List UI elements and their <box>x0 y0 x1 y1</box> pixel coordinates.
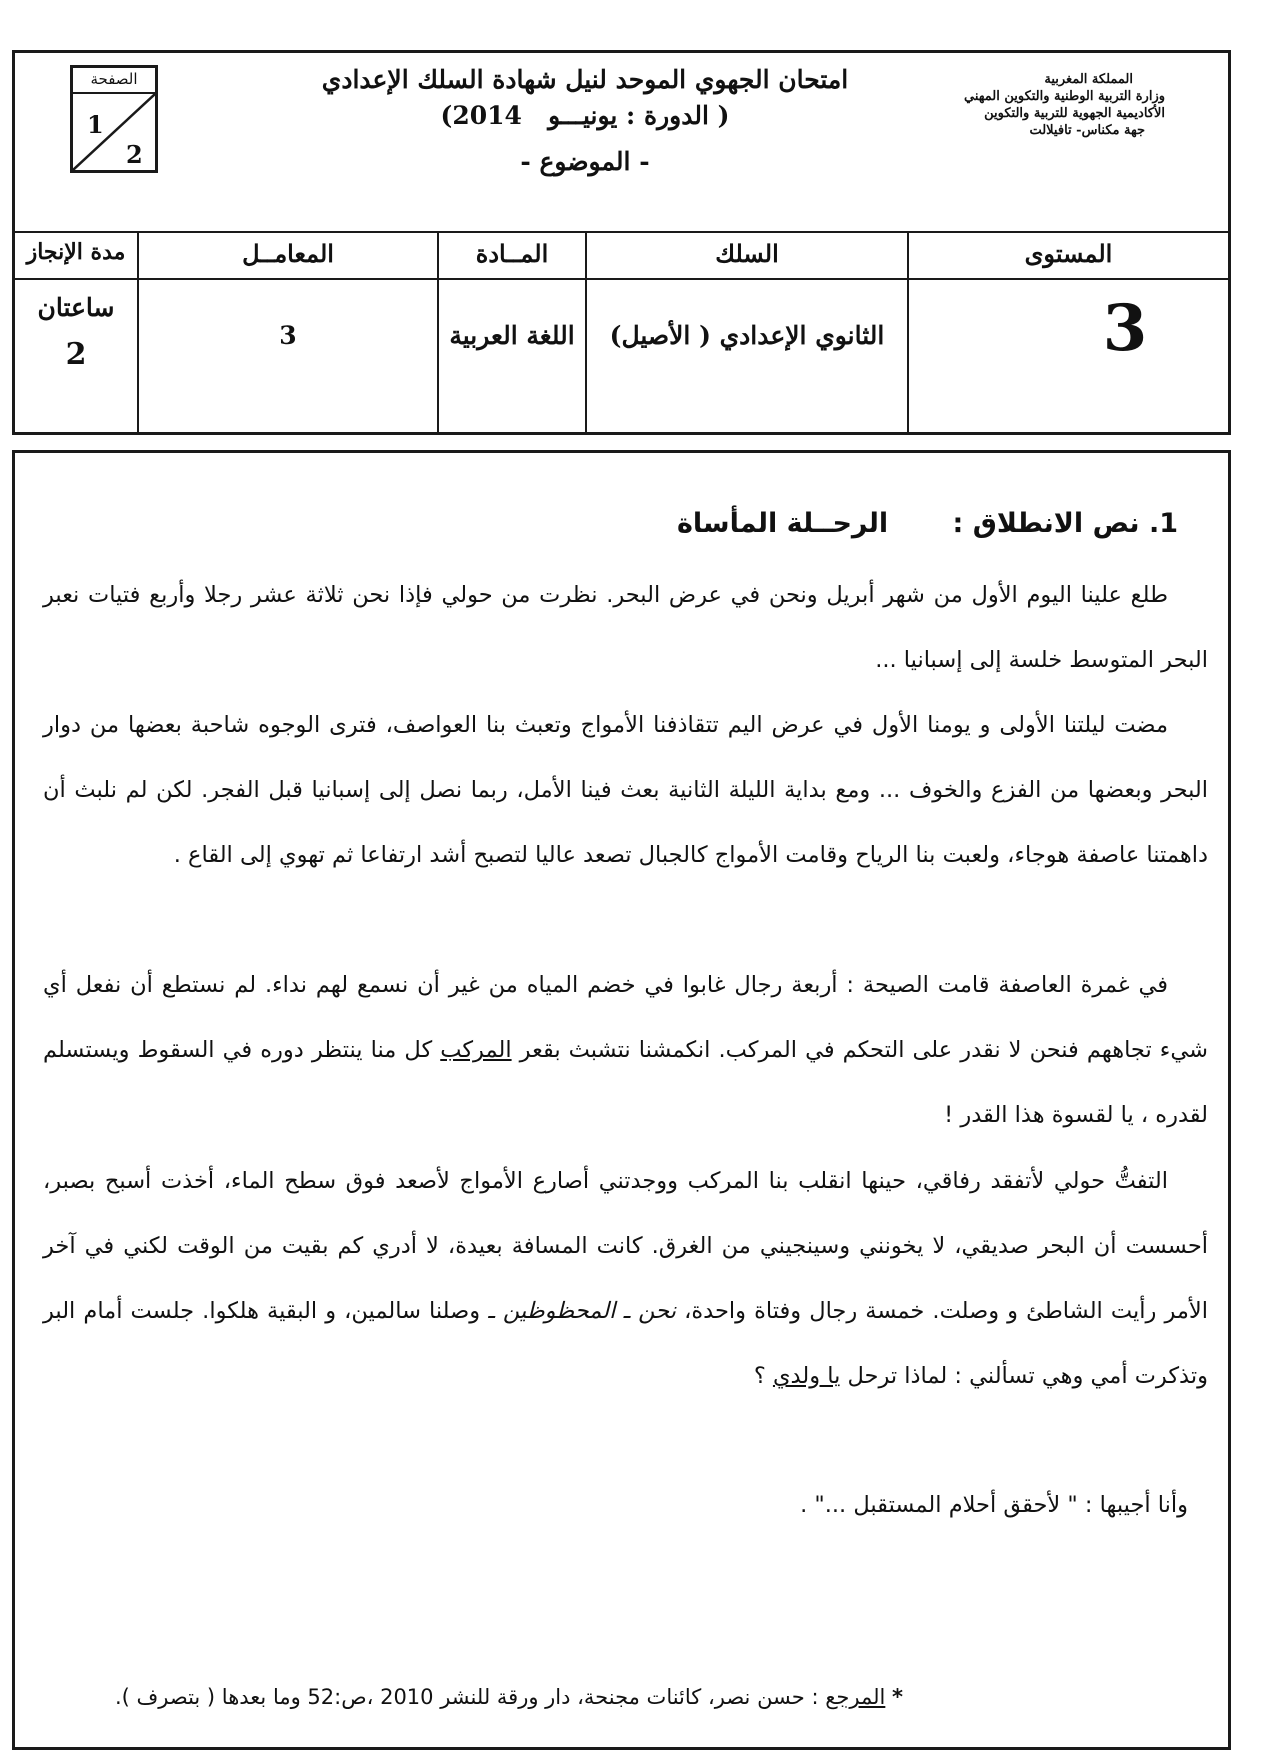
paragraph-3 <box>43 953 1208 1148</box>
header-level: المستوى <box>1024 239 1113 268</box>
paragraph-5: وأنا أجيبها : " لأحقق أحلام المستقبل ..." . <box>800 1492 1188 1518</box>
p4-text-a: التفتُّ حولي لأتفقد رفاقي، حينها انقلب بنا المركب ووجدتني أصارع الأمواج لأصعد فوق سطح الماء، أخذت أسبح بصبر، أحسست أن البحر صديقي، لا يخونني وسينجيني من الغرق. كانت المسافة بعيدة، لا أدري كم بقيت من الوقت لكني في آخر الأمر رأيت الشاطئ و وصلت. خمسة رجال وفتاة واحدة، <box>43 1168 1208 1324</box>
reference <box>115 1685 903 1709</box>
org-line: المملكة المغربية <box>1044 72 1133 87</box>
org-line: الأكاديمية الجهوية للتربية والتكوين <box>984 106 1165 121</box>
exam-title: امتحان الجهوي الموحد لنيل شهادة السلك الإعدادي <box>321 65 849 94</box>
page-label: الصفحة <box>90 70 138 88</box>
reference-text: : حسن نصر، كائنات مجنحة، دار ورقة للنشر 2010 ،ص:52 وما بعدها ( بتصرف ). <box>114 1685 826 1709</box>
p3-text-a: في غمرة العاصفة قامت الصيحة : أربعة رجال غابوا في خضم المياه من غير أن نسمع لهم نداء. لم نستطع أن نفعل أي شيء تجاههم فنحن لا نقدر على التحكم في المركب. انكمشنا نتشبث بقعر <box>43 972 1208 1063</box>
cycle-value: الثانوي الإعدادي ( الأصيل) <box>609 321 885 350</box>
p4-text-b: وصلنا سالمين، و البقية هلكوا. جلست أمام البر وتذكرت أمي وهي تسألني : لماذا ترحل <box>43 1298 1208 1389</box>
subject-label: - الموضوع - <box>520 147 650 176</box>
header-duration: مدة الإنجاز <box>26 239 126 265</box>
reference-label: المرجع <box>825 1685 886 1709</box>
p3-underlined-word: المركب <box>440 1037 512 1063</box>
paragraph-1: طلع علينا اليوم الأول من شهر أبريل ونحن في عرض البحر. نظرت من حولي فإذا نحن ثلاثة عشر رجلا وأربع فتيات نعبر البحر المتوسط خلسة إلى إسبانيا ... <box>43 582 1208 673</box>
p4-underlined-phrase: يا ولدي <box>772 1363 841 1389</box>
heading-label: 1. نص الانطلاق : <box>952 508 1178 539</box>
header-cycle: السلك <box>715 239 779 268</box>
page-current: 1 <box>87 110 104 139</box>
duration-word: ساعتان <box>37 293 115 322</box>
exam-session: ( الدورة : يونيـــو 2014) <box>440 101 730 130</box>
coefficient-value: 3 <box>279 321 297 350</box>
exam-header <box>12 50 1231 435</box>
p3-text-b: كل منا ينتظر دوره في السقوط ويستسلم لقدره ، يا لقسوة هذا القدر ! <box>43 1037 1208 1128</box>
paragraph-4 <box>43 1149 1208 1409</box>
duration-number: 2 <box>65 337 87 372</box>
paragraph-2: مضت ليلتنا الأولى و يومنا الأول في عرض اليم تتقاذفنا الأمواج وتعبث بنا العواصف، فترى الوجوه شاحبة بعضها من دوار البحر وبعضها من الفزع والخوف ... ومع بداية الليلة الثانية بعث فينا الأمل، ربما نصل إلى إسبانيا قبل الفجر. لكن لم نلبث أن داهمتنا عاصفة هوجاء، ولعبت بنا الرياح وقامت الأمواج كالجبال تصعد عاليا لتصبح أشد ارتفاعا ثم تهوي إلى القاع . <box>43 712 1208 868</box>
page-total: 2 <box>126 140 143 169</box>
reference-star: * <box>892 1685 903 1709</box>
organization-block <box>915 71 1165 139</box>
level-value: 3 <box>1102 291 1148 366</box>
org-line: جهة مكناس- تافيلالت <box>1029 123 1145 138</box>
passage-heading <box>677 508 1178 539</box>
subject-value: اللغة العربية <box>449 321 575 350</box>
heading-title: الرحــلة المأساة <box>676 508 889 539</box>
header-subject: المــادة <box>475 239 549 268</box>
table-row-divider <box>15 278 1228 280</box>
header-divider <box>15 231 1228 233</box>
header-coefficient: المعامــل <box>242 239 334 268</box>
org-line: وزارة التربية الوطنية والتكوين المهني <box>963 89 1165 104</box>
p4-italic-phrase: نحن ـ المحظوظين ـ <box>488 1298 677 1324</box>
page-number-box <box>70 65 158 173</box>
passage-box <box>12 450 1231 1750</box>
p4-text-c: ؟ <box>753 1363 773 1389</box>
